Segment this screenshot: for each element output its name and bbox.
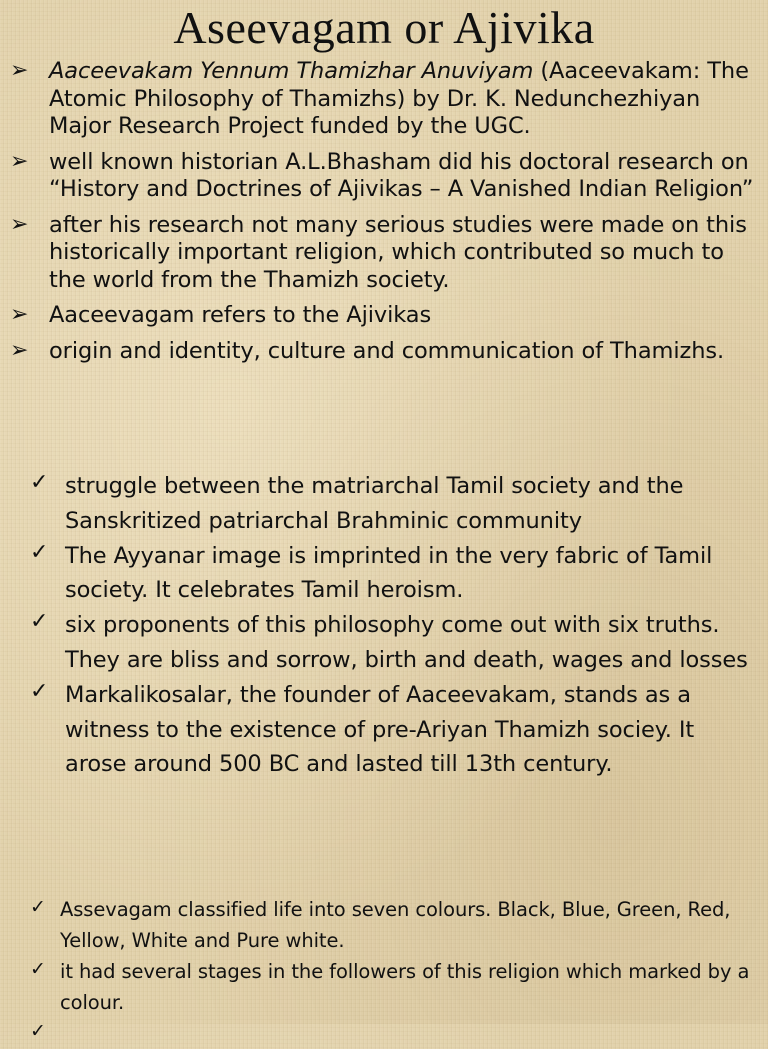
arrow-bullet-item [10,338,762,366]
check-bullet-item [30,956,760,1018]
bullet-text: Assevagam classified life into seven colours. Black, Blue, Green, Red, Yellow, White and Pure white. [60,898,731,952]
arrow-bullet-item [10,149,762,204]
arrow-bullet-icon: ➢ [10,148,29,174]
check-bullet-item [30,678,760,782]
checkmark-icon: ✓ [30,1020,46,1042]
checkmark-icon: ✓ [30,609,49,635]
arrow-bullet-list [10,58,762,373]
project-title-italic: Aaceevakam Yennum Thamizhar Anuviyam [49,58,534,84]
check-bullet-item [30,539,760,609]
check-bullet-item-cut-off [30,1018,760,1049]
slide-title: Aseevagam or Ajivika [173,2,595,53]
checkmark-icon: ✓ [30,470,49,495]
checkmark-icon: ✓ [30,958,46,980]
bullet-text: well known historian A.L.Bhasham did his doctoral research on “History and Doctrines of Ajivikas – A Vanished Indian Religion” [49,148,754,202]
bullet-text: six proponents of this philosophy come out with six truths. They are bliss and sorrow, birth and death, wages and losses [65,612,748,673]
colour-bullet-list [30,894,760,1049]
bullet-text: it had several stages in the followers of this religion which marked by a colour. [60,960,750,1014]
bullet-text: Markalikosalar, the founder of Aaceevakam, stands as a witness to the existence of pre-Ariyan Thamizh sociey. It arose around 500 BC and lasted till 13th century. [65,681,695,778]
checkmark-icon: ✓ [30,539,49,565]
arrow-bullet-icon: ➢ [10,211,29,237]
check-bullet-item [30,894,760,956]
arrow-bullet-icon: ➢ [10,302,29,327]
bullet-text: (Aaceevakam: The Atomic Philosophy of Thamizhs) by Dr. K. Nedunchezhiyan Major Research Project funded by the UGC. [49,58,749,139]
bullet-text: Aaceevagam refers to the Ajivikas [49,302,432,328]
bullet-text: origin and identity, culture and communication of Thamizhs. [49,337,725,364]
bullet-text: struggle between the matriarchal Tamil society and the Sanskritized patriarchal Brahminic community [65,473,684,534]
check-bullet-item [30,608,760,678]
bullet-text: after his research not many serious studies were made on this historically important religion, which contributed so much to the world from the Thamizh society. [49,211,747,293]
arrow-bullet-item [10,58,762,141]
check-bullet-item [30,469,760,539]
arrow-bullet-item [10,302,762,330]
check-bullet-list [30,469,760,782]
checkmark-icon: ✓ [30,678,49,704]
bullet-text: The Ayyanar image is imprinted in the very fabric of Tamil society. It celebrates Tamil heroism. [65,542,713,604]
arrow-bullet-icon: ➢ [10,58,29,83]
checkmark-icon: ✓ [30,896,46,918]
arrow-bullet-icon: ➢ [10,337,29,363]
arrow-bullet-item [10,212,762,295]
